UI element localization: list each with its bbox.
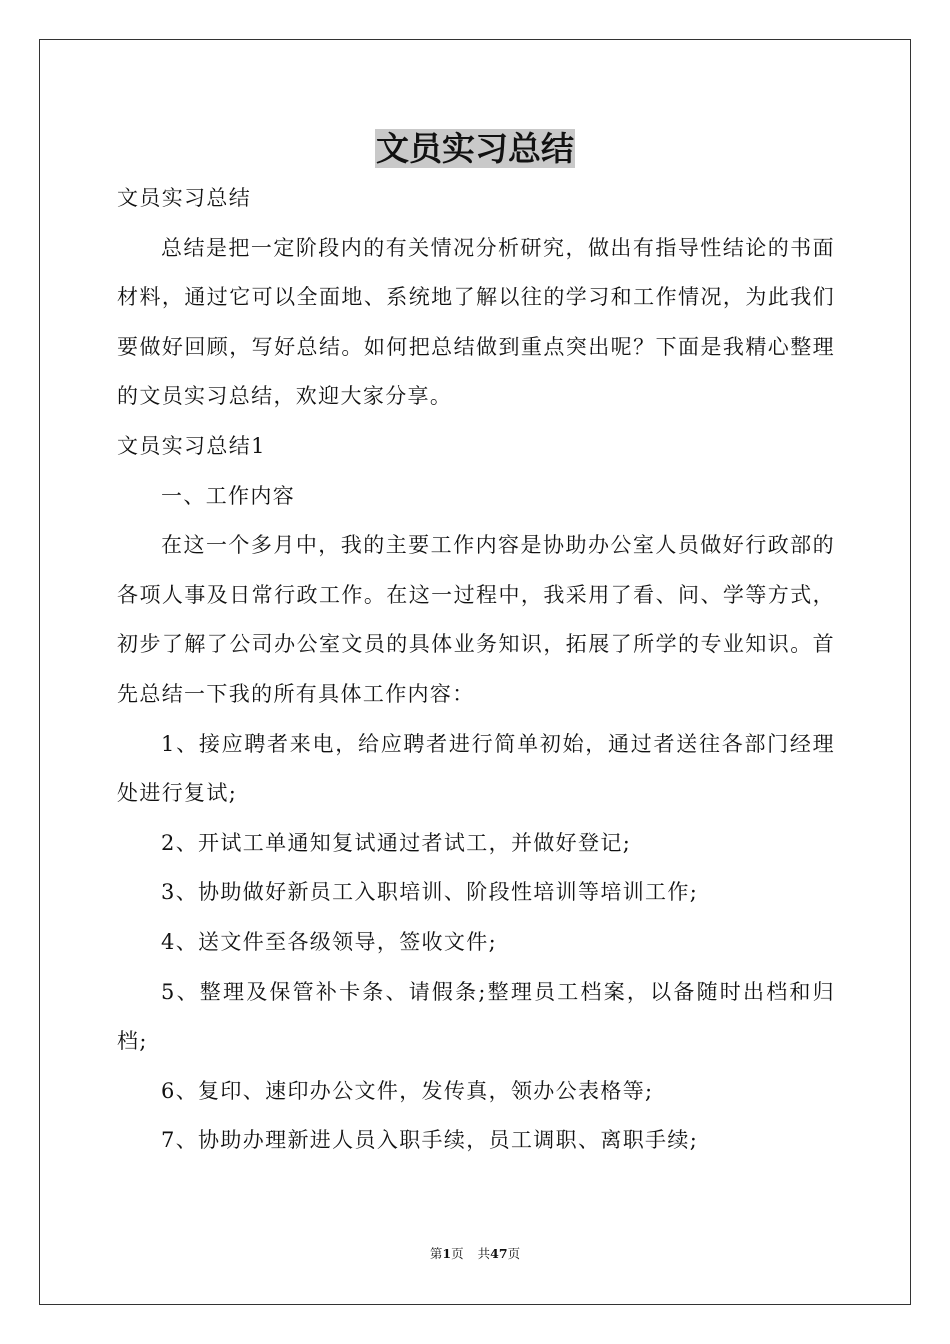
list-item-1: 1、接应聘者来电，给应聘者进行简单初始，通过者送往各部门经理处进行复试; bbox=[117, 731, 835, 806]
document-title-text: 文员实习总结 bbox=[376, 129, 574, 168]
page-suffix: 页 bbox=[451, 1246, 464, 1261]
page-number: 1 bbox=[442, 1246, 452, 1261]
page-prefix: 第 bbox=[429, 1246, 443, 1261]
document-body bbox=[117, 174, 835, 1166]
list-item-4: 4、送文件至各级领导，签收文件; bbox=[161, 929, 498, 954]
total-pages: 47 bbox=[490, 1246, 508, 1261]
list-item-3: 3、协助做好新员工入职培训、阶段性培训等培训工作; bbox=[161, 880, 699, 905]
list-item-7: 7、协助办理新进人员入职手续，员工调职、离职手续; bbox=[161, 1128, 699, 1153]
page-footer bbox=[0, 1245, 950, 1263]
paragraph-work-content-heading: 一、工作内容 bbox=[161, 483, 296, 508]
paragraph-intro: 总结是把一定阶段内的有关情况分析研究，做出有指导性结论的书面材料，通过它可以全面地、系统地了解以往的学习和工作情况，为此我们要做好回顾，写好总结。如何把总结做到重点突出呢？下面是我精心整理的文员实习总结，欢迎大家分享。 bbox=[117, 235, 835, 409]
total-prefix: 共 bbox=[477, 1246, 491, 1261]
document-title bbox=[0, 126, 950, 172]
total-suffix: 页 bbox=[507, 1246, 521, 1261]
list-item-6: 6、复印、速印办公文件，发传真，领办公表格等; bbox=[161, 1078, 654, 1103]
paragraph-subtitle: 文员实习总结 bbox=[117, 186, 252, 210]
list-item-5: 5、整理及保管补卡条、请假条;整理员工档案，以备随时出档和归档; bbox=[117, 979, 835, 1054]
list-item-2: 2、开试工单通知复试通过者试工，并做好登记; bbox=[161, 830, 632, 855]
paragraph-work-summary: 在这一个多月中，我的主要工作内容是协助办公室人员做好行政部的各项人事及日常行政工作。在这一过程中，我采用了看、问、学等方式，初步了解了公司办公室文员的具体业务知识，拓展了所学的专业知识。首先总结一下我的所有具体工作内容： bbox=[117, 533, 835, 706]
paragraph-section-heading: 文员实习总结1 bbox=[117, 433, 266, 458]
